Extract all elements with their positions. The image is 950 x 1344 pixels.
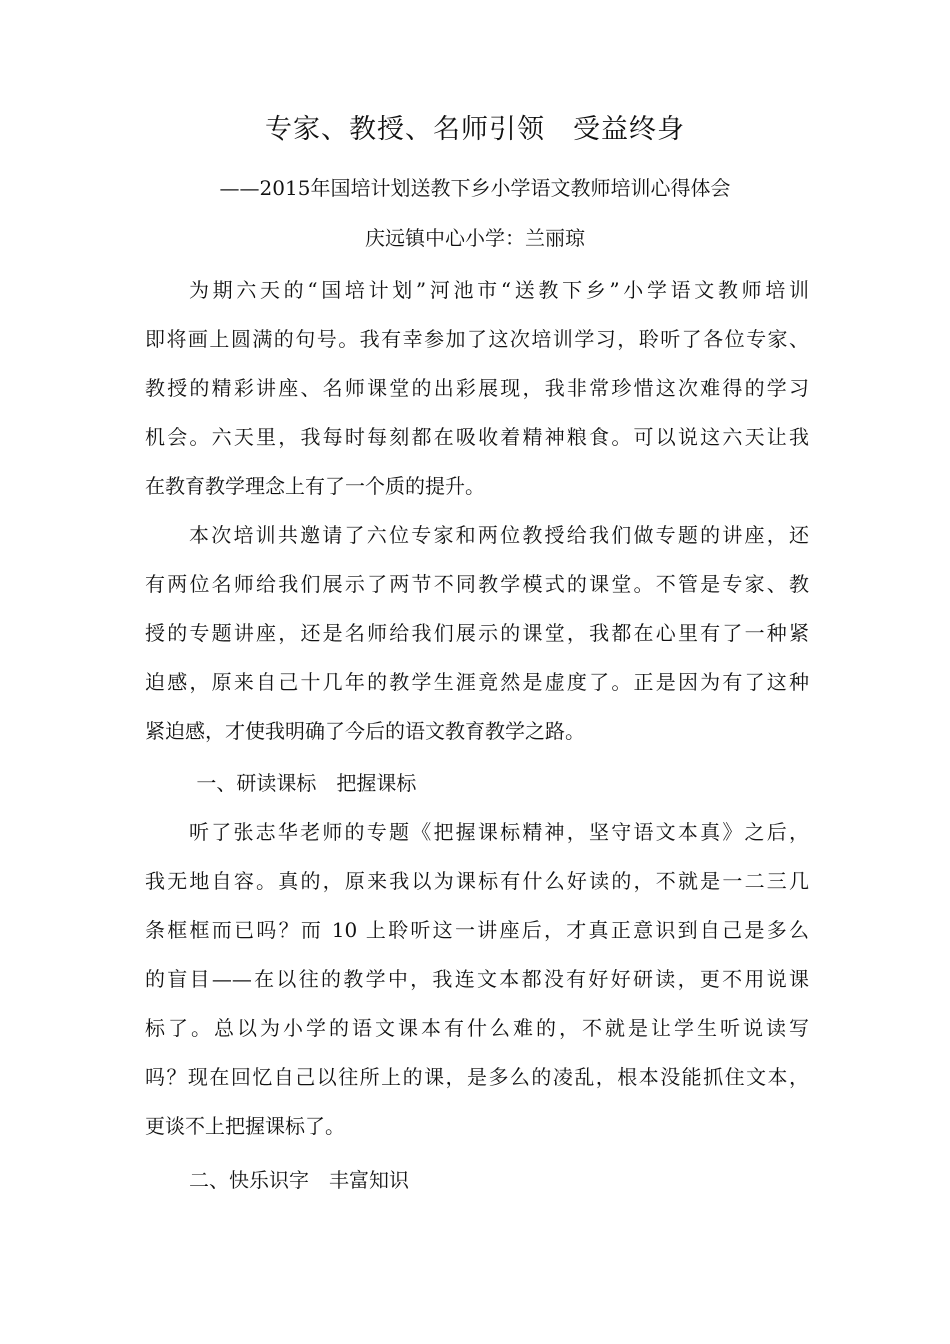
paragraph-line: 紧迫感，才使我明确了今后的语文教育教学之路。 (145, 719, 585, 743)
paragraph-line: 在教育教学理念上有了一个质的提升。 (145, 474, 485, 498)
paragraph-line: 即将画上圆满的句号。我有幸参加了这次培训学习，聆听了各位专家、 (145, 327, 809, 351)
paragraph-line: 有两位名师给我们展示了两节不同教学模式的课堂。不管是专家、教 (145, 572, 809, 596)
paragraph-line: 为期六天的“国培计划”河池市“送教下乡”小学语文教师培训 (189, 278, 809, 302)
paragraph-line: 授的专题讲座，还是名师给我们展示的课堂，我都在心里有了一种紧 (145, 621, 809, 645)
paragraph-line: 更谈不上把握课标了。 (145, 1114, 345, 1138)
paragraph-line: 标了。总以为小学的语文课本有什么难的，不就是让学生听说读写 (145, 1016, 809, 1040)
paragraph-training (145, 511, 809, 756)
paragraph-line: 的盲目——在以往的教学中，我连文本都没有好好研读，更不用说课 (145, 967, 809, 991)
paragraph-line: 听了张志华老师的专题《把握课标精神，坚守语文本真》之后， (189, 820, 809, 844)
document-subtitle: ——2015年国培计划送教下乡小学语文教师培训心得体会 (219, 176, 731, 200)
paragraph-line: 机会。六天里，我每时每刻都在吸收着精神粮食。可以说这六天让我 (145, 425, 809, 449)
paragraph-line: 本次培训共邀请了六位专家和两位教授给我们做专题的讲座，还 (189, 523, 809, 547)
paragraph-line: 条框框而已吗？而 10 上聆听这一讲座后，才真正意识到自己是多么 (145, 918, 809, 942)
paragraph-curriculum (145, 808, 809, 1151)
paragraph-line: 我无地自容。真的，原来我以为课标有什么好读的，不就是一二三几 (145, 869, 809, 893)
document-title: 专家、教授、名师引领 受益终身 (265, 114, 685, 145)
section-heading-1: 一、研读课标 把握课标 (190, 771, 417, 795)
document-author: 庆远镇中心小学：兰丽琼 (365, 226, 585, 250)
section-heading-2: 二、快乐识字 丰富知识 (189, 1168, 409, 1192)
paragraph-line: 迫感，原来自己十几年的教学生涯竟然是虚度了。正是因为有了这种 (145, 670, 809, 694)
paragraph-intro (145, 266, 809, 511)
paragraph-line: 教授的精彩讲座、名师课堂的出彩展现，我非常珍惜这次难得的学习 (145, 376, 809, 400)
paragraph-line: 吗？现在回忆自己以往所上的课，是多么的凌乱，根本没能抓住文本， (145, 1065, 809, 1089)
